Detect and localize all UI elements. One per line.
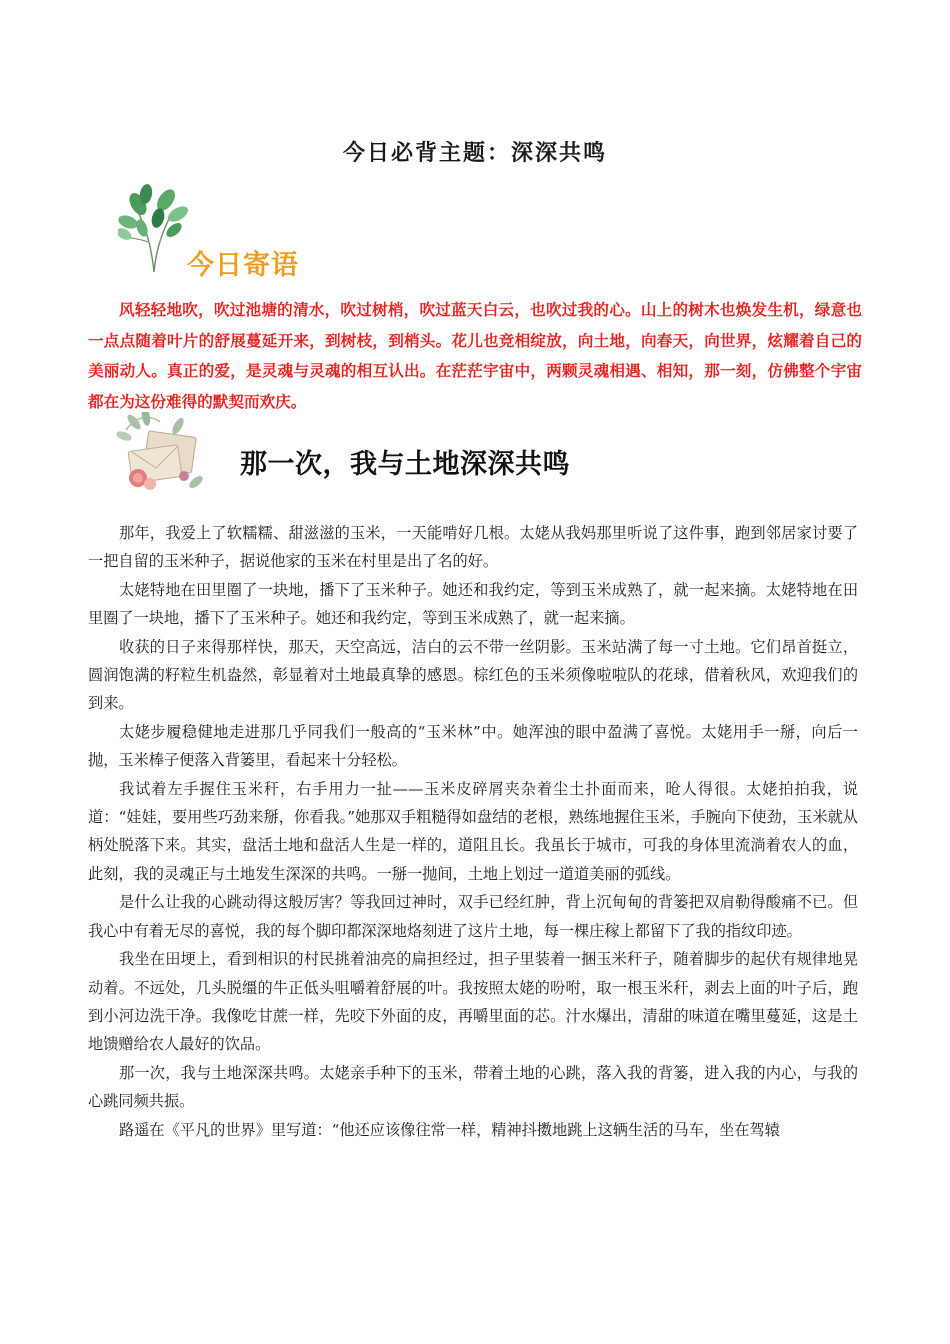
essay-paragraph: 那一次，我与土地深深共鸣。太姥亲手种下的玉米，带着土地的心跳，落入我的背篓，进入我的内心，与我的心跳同频共振。	[88, 1063, 858, 1111]
essay-paragraph: 路遥在《平凡的世界》里写道：“他还应该像往常一样，精神抖擞地跳上这辆生活的马车，坐在驾辕	[119, 1120, 780, 1139]
daily-message: 风轻轻地吹，吹过池塘的清水，吹过树梢，吹过蓝天白云，也吹过我的心。山上的树木也焕发生机，绿意也一点点随着叶片的舒展蔓延开来，到树枝，到梢头。花儿也竞相绽放，向土地，向春天，向世界，炫耀着自己的美丽动人。真正的爱，是灵魂与灵魂的相互认出。在茫茫宇宙中，两颗灵魂相遇、相知，那一刻，仿佛整个宇宙都在为这份难得的默契而欢庆。	[88, 301, 862, 411]
essay-paragraph: 那年，我爱上了软糯糯、甜滋滋的玉米，一天能啃好几根。太姥从我妈那里听说了这件事，跑到邻居家讨要了一把自留的玉米种子，据说他家的玉米在村里是出了名的好。	[88, 524, 858, 571]
essay-paragraph: 太姥步履稳健地走进那几乎同我们一般高的“玉米林”中。她浑浊的眼中盈满了喜悦。太姥用手一掰，向后一抛，玉米棒子便落入背篓里，看起来十分轻松。	[88, 722, 858, 770]
envelope-flowers-icon	[116, 412, 212, 496]
essay-paragraph: 太姥特地在田里圈了一块地，播下了玉米种子。她还和我约定，等到玉米成熟了，就一起来摘。太姥特地在田里圈了一块地，播下了玉米种子。她还和我约定，等到玉米成熟了，就一起来摘。	[88, 580, 858, 628]
essay-body	[88, 519, 858, 1144]
page-title: 今日必背主题：深深共鸣	[342, 140, 607, 166]
section-heading-daily-message: 今日寄语	[187, 250, 299, 281]
essay-paragraph: 是什么让我的心跳动得这般厉害？等我回过神时，双手已经红肿，背上沉甸甸的背篓把双肩勒得酸痛不已。但我心中有着无尽的喜悦，我的每个脚印都深深地烙刻进了这片土地，每一棵庄稼上都留下了我的指纹印迹。	[88, 893, 858, 940]
essay-paragraph: 我试着左手握住玉米秆，右手用力一扯——玉米皮碎屑夹杂着尘土扑面而来，呛人得很。太姥拍拍我，说道：“娃娃，要用些巧劲来掰，你看我。”她那双手粗糙得如盘结的老根，熟练地握住玉米，手腕向下使劲，玉米就从柄处脱落下来。其实，盘活土地和盘活人生是一样的，道阻且长。我虽长于城市，可我的身体里流淌着农人的血，此刻，我的灵魂正与土地发生深深的共鸣。一掰一抛间，土地上划过一道道美丽的弧线。	[88, 779, 858, 883]
essay-paragraph: 我坐在田埂上，看到相识的村民挑着油亮的扁担经过，担子里装着一捆玉米秆子，随着脚步的起伏有规律地晃动着。不远处，几头脱缰的牛正低头咀嚼着舒展的叶。我按照太姥的吩咐，取一根玉米秆，剥去上面的叶子后，跑到小河边洗干净。我像吃甘蔗一样，先咬下外面的皮，再嚼里面的芯。汁水爆出，清甜的味道在嘴里蔓延，这是土地馈赠给农人最好的饮品。	[88, 950, 858, 1054]
essay-paragraph: 收获的日子来得那样快，那天，天空高远，洁白的云不带一丝阴影。玉米站满了每一寸土地。它们昂首挺立，圆润饱满的籽粒生机盎然，彰显着对土地最真挚的感恩。棕红色的玉米须像啦啦队的花球，借着秋风，欢迎我们的到来。	[88, 637, 858, 713]
leafy-branch-icon	[118, 182, 190, 274]
essay-title: 那一次，我与土地深深共鸣	[240, 449, 570, 480]
